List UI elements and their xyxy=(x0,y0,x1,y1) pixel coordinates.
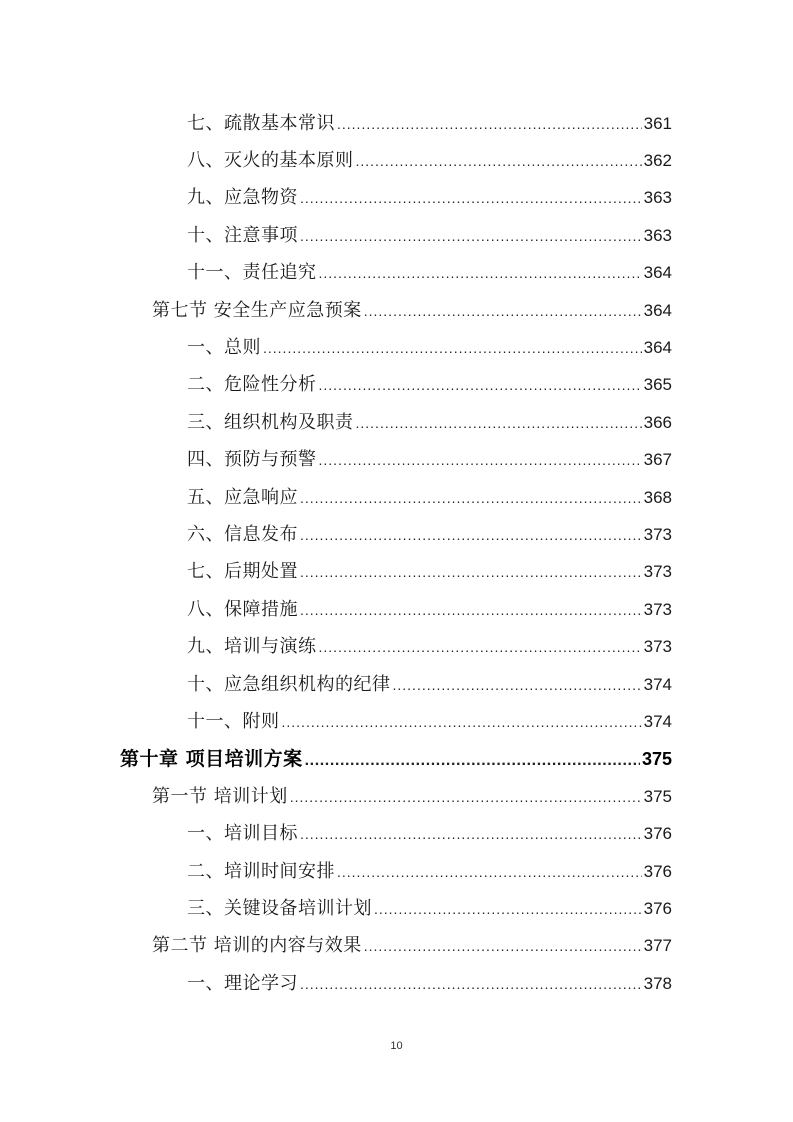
toc-entry-title: 一、培训目标 xyxy=(187,823,298,845)
toc-entry-line xyxy=(187,221,672,247)
toc-entry-line xyxy=(187,557,672,583)
toc-entry-page: 373 xyxy=(643,599,672,619)
toc-entry-line xyxy=(152,931,672,957)
toc-entry-title: 十一、责任追究 xyxy=(187,262,317,284)
toc-entry[interactable] xyxy=(0,963,793,1000)
toc-entry-title: 第二节 培训的内容与效果 xyxy=(152,935,362,957)
toc-entry-page: 377 xyxy=(643,936,672,956)
toc-entry[interactable] xyxy=(0,664,793,701)
toc-entry-line xyxy=(187,819,672,845)
toc-entry[interactable] xyxy=(0,701,793,738)
toc-dot-leader xyxy=(300,527,642,543)
toc-dot-leader xyxy=(300,826,642,842)
toc-entry[interactable] xyxy=(0,926,793,963)
toc-entry-line xyxy=(187,370,672,396)
toc-dot-leader xyxy=(364,303,642,319)
toc-dot-leader xyxy=(356,153,642,169)
toc-entry-line xyxy=(187,520,672,546)
toc-entry-page: 366 xyxy=(643,412,672,432)
toc-entry-line xyxy=(120,744,672,771)
toc-entry-line xyxy=(187,483,672,509)
toc-dot-leader xyxy=(290,789,642,805)
toc-dot-leader xyxy=(263,340,642,356)
page-number: 10 xyxy=(390,1040,403,1052)
toc-entry-page: 361 xyxy=(643,113,672,133)
toc-entry-page: 375 xyxy=(643,786,672,806)
toc-dot-leader xyxy=(300,190,642,206)
toc-entry-page: 373 xyxy=(643,637,672,657)
toc-entry-line xyxy=(187,258,672,284)
toc-entry-page: 376 xyxy=(643,824,672,844)
toc-entry-title: 十、注意事项 xyxy=(187,224,298,246)
toc-entry-page: 375 xyxy=(641,748,672,769)
toc-entry-title: 三、关键设备培训计划 xyxy=(187,897,372,919)
toc-dot-leader xyxy=(300,490,642,506)
toc-dot-leader xyxy=(300,602,642,618)
toc-entry-line xyxy=(187,707,672,733)
toc-entry-page: 373 xyxy=(643,524,672,544)
toc-entry[interactable] xyxy=(0,589,793,626)
toc-entry[interactable] xyxy=(0,103,793,140)
toc-dot-leader xyxy=(393,677,642,693)
toc-entry[interactable] xyxy=(0,440,793,477)
toc-entry-title: 九、应急物资 xyxy=(187,187,298,209)
toc-entry-title: 五、应急响应 xyxy=(187,486,298,508)
toc-entry-line xyxy=(187,670,672,696)
toc-entry-line xyxy=(187,408,672,434)
toc-dot-leader xyxy=(319,377,642,393)
toc-dot-leader xyxy=(305,752,640,770)
toc-entry-line xyxy=(187,183,672,209)
toc-dot-leader xyxy=(364,938,642,954)
toc-dot-leader xyxy=(300,228,642,244)
toc-entry[interactable] xyxy=(0,253,793,290)
toc-entry-line xyxy=(187,595,672,621)
toc-entry-title: 十一、附则 xyxy=(187,710,280,732)
toc-entry-line xyxy=(187,109,672,135)
toc-entry-line xyxy=(187,969,672,995)
toc-entry-page: 378 xyxy=(643,973,672,993)
toc-entry-title: 四、预防与预警 xyxy=(187,449,317,471)
toc-entry-line xyxy=(152,782,672,808)
toc-entry-page: 367 xyxy=(643,450,672,470)
toc-dot-leader xyxy=(300,976,642,992)
toc-entry[interactable] xyxy=(0,477,793,514)
toc-entry-page: 374 xyxy=(643,711,672,731)
toc-entry-title: 二、培训时间安排 xyxy=(187,860,335,882)
toc-entry[interactable] xyxy=(0,776,793,813)
toc-entry-title: 二、危险性分析 xyxy=(187,374,317,396)
toc-entry-title: 三、组织机构及职责 xyxy=(187,411,354,433)
toc-entry[interactable] xyxy=(0,140,793,177)
toc-entry-page: 374 xyxy=(643,674,672,694)
table-of-contents xyxy=(0,103,793,1000)
toc-entry-line xyxy=(187,632,672,658)
toc-dot-leader xyxy=(319,452,642,468)
toc-entry-title: 八、灭火的基本原则 xyxy=(187,150,354,172)
toc-entry-page: 365 xyxy=(643,375,672,395)
toc-entry[interactable] xyxy=(0,290,793,327)
toc-entry-line xyxy=(187,894,672,920)
toc-entry-page: 363 xyxy=(643,188,672,208)
toc-dot-leader xyxy=(282,714,642,730)
toc-dot-leader xyxy=(319,265,642,281)
toc-dot-leader xyxy=(300,564,642,580)
toc-entry[interactable] xyxy=(0,402,793,439)
toc-entry-line xyxy=(187,333,672,359)
toc-entry-title: 六、信息发布 xyxy=(187,523,298,545)
toc-dot-leader xyxy=(374,901,642,917)
toc-entry[interactable] xyxy=(0,552,793,589)
toc-entry-title: 一、理论学习 xyxy=(187,972,298,994)
toc-entry-page: 362 xyxy=(643,151,672,171)
toc-dot-leader xyxy=(319,639,642,655)
toc-entry-title: 第七节 安全生产应急预案 xyxy=(152,299,362,321)
toc-entry-title: 第一节 培训计划 xyxy=(152,785,288,807)
toc-entry[interactable] xyxy=(0,215,793,252)
toc-entry-page: 363 xyxy=(643,225,672,245)
toc-entry-page: 376 xyxy=(643,898,672,918)
toc-entry-page: 373 xyxy=(643,562,672,582)
toc-entry-line xyxy=(187,445,672,471)
toc-entry-title: 七、后期处置 xyxy=(187,561,298,583)
toc-entry-title: 第十章 项目培训方案 xyxy=(120,747,303,770)
toc-entry-title: 八、保障措施 xyxy=(187,598,298,620)
toc-entry[interactable] xyxy=(0,514,793,551)
toc-entry-page: 364 xyxy=(643,263,672,283)
toc-dot-leader xyxy=(337,864,642,880)
toc-entry[interactable] xyxy=(0,178,793,215)
toc-entry[interactable] xyxy=(0,888,793,925)
toc-entry-page: 376 xyxy=(643,861,672,881)
toc-entry-page: 368 xyxy=(643,487,672,507)
toc-entry[interactable] xyxy=(0,739,793,776)
toc-entry-page: 364 xyxy=(643,300,672,320)
toc-entry[interactable] xyxy=(0,851,793,888)
toc-entry-line xyxy=(187,146,672,172)
toc-entry[interactable] xyxy=(0,365,793,402)
toc-entry-line xyxy=(187,857,672,883)
toc-entry-line xyxy=(152,296,672,322)
toc-dot-leader xyxy=(356,415,642,431)
toc-entry-title: 七、疏散基本常识 xyxy=(187,112,335,134)
toc-dot-leader xyxy=(337,116,642,132)
toc-entry-page: 364 xyxy=(643,338,672,358)
toc-entry[interactable] xyxy=(0,327,793,364)
toc-entry-title: 一、总则 xyxy=(187,337,261,359)
toc-entry-title: 十、应急组织机构的纪律 xyxy=(187,673,391,695)
toc-entry-title: 九、培训与演练 xyxy=(187,636,317,658)
toc-entry[interactable] xyxy=(0,626,793,663)
toc-entry[interactable] xyxy=(0,813,793,850)
